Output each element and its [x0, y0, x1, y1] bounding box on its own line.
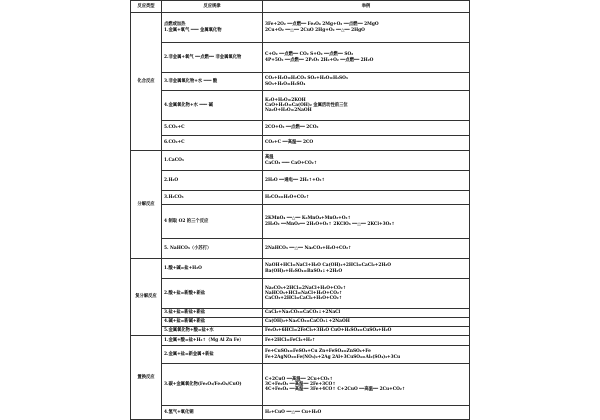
example-equation: H₂+CuO ══△══ Cu+H₂O: [265, 409, 322, 415]
example-equation: SO₃+H₂O=H₂SO₄: [265, 81, 306, 87]
rule-cell: [162, 121, 263, 136]
header-type: 反应类型: [131, 1, 162, 13]
rule-line: 1.CaCO₃: [164, 157, 184, 163]
rule-cell: [162, 327, 263, 336]
reaction-table: [130, 0, 470, 420]
rule-cell: [162, 151, 263, 171]
example-cell: [263, 151, 470, 171]
table-row: [131, 239, 470, 259]
rule-line: 3.碳+金属氧化物(Fe₂O₃/Fe₃O₄/CuO): [164, 381, 242, 387]
rule-cell: [162, 318, 263, 327]
rule-cell: [162, 136, 263, 151]
example-equation: 2Cu+O₂ ══△══ 2CuO 2Hg+O₂ ══△══ 2HgO: [265, 27, 365, 33]
rule-cell: [162, 406, 263, 420]
rule-line: 3.非金属氧化物+水 ═══ 酸: [164, 78, 218, 84]
rule-cell: [162, 91, 263, 121]
table-row: [131, 309, 470, 318]
table-row: [131, 364, 470, 406]
example-equation: CaCO₃+2HCl=CaCl₂+H₂O+CO₂↑: [265, 296, 343, 302]
rule-line: 4.碱+盐=新碱+新盐: [164, 319, 206, 325]
reaction-type-cell: 分解反应: [131, 151, 162, 259]
example-equation: 3Fe+2O₂ ══点燃══ Fe₃O₄ 2Mg+O₂ ══点燃══ 2MgO: [265, 22, 379, 28]
example-equation: 2KMnO₄ ══△══ K₂MnO₄+MnO₂+O₂↑: [265, 216, 351, 222]
example-equation: Fe₂O₃+6HCl=2FeCl₃+3H₂O CuO+H₂SO₄=CuSO₄+H₂O: [265, 328, 392, 334]
example-equation: Na₂O+H₂O=2NaOH: [265, 108, 312, 114]
rule-line: 4.氢气+氧化铜: [164, 409, 194, 415]
example-cell: [263, 364, 470, 406]
table-row: [131, 191, 470, 205]
rule-line: 2.H₂O: [164, 177, 179, 183]
example-equation: NaHCO₃+HCl=NaCl+H₂O+CO₂↑: [265, 290, 343, 296]
example-cell: [263, 279, 470, 309]
example-cell: [263, 136, 470, 151]
example-cell: [263, 91, 470, 121]
example-equation: 2CO+O₂ ══点燃══ 2CO₂: [265, 125, 319, 131]
table-row: [131, 13, 470, 43]
example-cell: [263, 73, 470, 91]
rule-cell: [162, 346, 263, 364]
example-equation: Fe+2HCl=FeCl₂+H₂↑: [265, 337, 316, 343]
example-equation: 2H₂O ══通电══ 2H₂↑+O₂↑: [265, 177, 325, 183]
example-cell: [263, 13, 470, 43]
example-equation: Fe+2AgNO₃=Fe(NO₃)₂+2Ag 2Al+3CuSO₄=Al₂(SO₄)₃+3Cu: [265, 354, 401, 360]
example-equation: Na₂CO₃+2HCl=2NaCl+H₂O+CO₂↑: [265, 285, 347, 291]
example-equation: 3C+Fe₂O₃ ══高温══ 2Fe+3CO↑: [265, 381, 336, 387]
table-row: [131, 318, 470, 327]
rule-line: 5.金属氧化物+酸=盐+水: [164, 328, 214, 334]
rule-line: 3.H₂CO₃: [164, 194, 184, 200]
reaction-type-cell: 复分解反应: [131, 259, 162, 336]
rule-cell: [162, 336, 263, 346]
table-row: [131, 336, 470, 346]
table-row: [131, 259, 470, 279]
header-rule: 反应规律: [162, 1, 263, 13]
example-equation: C+2CuO ══高温══ 2Cu+CO₂↑: [265, 376, 334, 382]
rule-line: 2.酸+盐=新酸+新盐: [164, 290, 206, 296]
table-row: [131, 406, 470, 420]
example-equation: 4C+Fe₃O₄ ══高温══ 3Fe+4CO↑ C+2CuO ══高温══ 2Cu+CO₂↑: [265, 387, 406, 393]
example-equation: H₂CO₃=H₂O+CO₂↑: [265, 194, 310, 200]
rule-cell: [162, 309, 263, 318]
example-equation: 4P+5O₂ ══点燃══ 2P₂O₅ 2H₂+O₂ ══点燃══ 2H₂O: [265, 57, 374, 63]
rule-cell: [162, 73, 263, 91]
table-row: [131, 136, 470, 151]
rule-cell: [162, 171, 263, 191]
example-cell: [263, 336, 470, 346]
example-cell: [263, 121, 470, 136]
table-row: [131, 73, 470, 91]
table-row: [131, 327, 470, 336]
example-equation: CaCO₃ ═══ CaO+CO₂↑: [265, 160, 318, 166]
rule-line: 1.金属+氧气 ═══ 金属氧化物: [164, 27, 222, 33]
table-row: [131, 43, 470, 73]
table-row: [131, 121, 470, 136]
table-row: [131, 279, 470, 309]
table-row: [131, 346, 470, 364]
example-equation: 高温: [265, 155, 274, 161]
example-cell: [263, 327, 470, 336]
rule-line: 5.CO₂+C: [164, 125, 185, 131]
rule-line: 点燃或加热: [164, 22, 186, 28]
rule-line: 6.CO₂+C: [164, 140, 185, 146]
table-row: [131, 91, 470, 121]
example-equation: CaCl₂+Na₂CO₃=CaCO₃↓+2NaCl: [265, 310, 341, 316]
example-cell: [263, 406, 470, 420]
example-equation: Ba(OH)₂+H₂SO₄=BaSO₄↓+2H₂O: [265, 268, 343, 274]
example-cell: [263, 346, 470, 364]
reaction-type-cell: 置换反应: [131, 336, 162, 420]
example-equation: K₂O+H₂O=2KOH: [265, 97, 306, 103]
rule-cell: [162, 279, 263, 309]
rule-line: 2.金属+盐=新金属+新盐: [164, 351, 214, 357]
rule-cell: [162, 13, 263, 43]
rule-cell: [162, 259, 263, 279]
rule-cell: [162, 191, 263, 205]
rule-line: 3.盐+盐=新盐+新盐: [164, 310, 206, 316]
header-example: 举例: [263, 1, 470, 13]
header-row: [131, 1, 470, 13]
example-equation: C+O₂ ══点燃══ CO₂ S+O₂ ══点燃══ SO₂: [265, 52, 354, 58]
rule-cell: [162, 205, 263, 239]
rule-line: 2.非金属+氧气 ══点燃══ 非金属氧化物: [164, 54, 242, 60]
example-cell: [263, 259, 470, 279]
example-equation: NaOH+HCl=NaCl+H₂O Ca(OH)₂+2HCl=CaCl₂+2H₂O: [265, 263, 392, 269]
rule-line: 4.金属氧化物+水 ═══ 碱: [164, 102, 213, 108]
example-equation: Ca(OH)₂+Na₂CO₃=CaCO₃↓+2NaOH: [265, 319, 350, 325]
rule-cell: [162, 239, 263, 259]
rule-line: 5. NaHCO₃（小苏打）: [164, 245, 212, 251]
example-cell: [263, 171, 470, 191]
example-cell: [263, 191, 470, 205]
example-cell: [263, 318, 470, 327]
table-row: [131, 171, 470, 191]
rule-cell: [162, 364, 263, 406]
rule-line: 1.酸+碱=盐+H₂O: [164, 265, 202, 271]
table-row: [131, 205, 470, 239]
example-equation: Fe+CuSO₄=FeSO₄+Cu Zn+FeSO₄=ZnSO₄+Fe: [265, 349, 371, 355]
reaction-type-cell: 化合反应: [131, 13, 162, 151]
example-equation: CO₂+H₂O=H₂CO₃ SO₂+H₂O=H₂SO₃: [265, 76, 348, 82]
rule-line: 4 制取 O2 的三个反应: [164, 218, 209, 224]
reaction-table-sheet: [130, 0, 470, 415]
table-row: [131, 151, 470, 171]
example-cell: [263, 43, 470, 73]
example-cell: [263, 239, 470, 259]
example-equation: CaO+H₂O=Ca(OH)₂ 金属活动性前三位: [265, 102, 348, 108]
rule-cell: [162, 43, 263, 73]
example-cell: [263, 309, 470, 318]
example-equation: 2H₂O₂ ══MnO₂══ 2H₂O+O₂↑ 2KClO₃ ══△══ 2KCl+3O₂↑: [265, 221, 395, 227]
example-equation: CO₂+C ══高温══ 2CO: [265, 140, 314, 146]
example-cell: [263, 205, 470, 239]
rule-line: 1.金属+酸=盐+H₂↑（Mg Al Zn Fe）: [164, 337, 244, 343]
example-equation: 2NaHCO₃ ══△══ Na₂CO₃+H₂O+CO₂↑: [265, 245, 352, 251]
table-body: [131, 13, 470, 420]
